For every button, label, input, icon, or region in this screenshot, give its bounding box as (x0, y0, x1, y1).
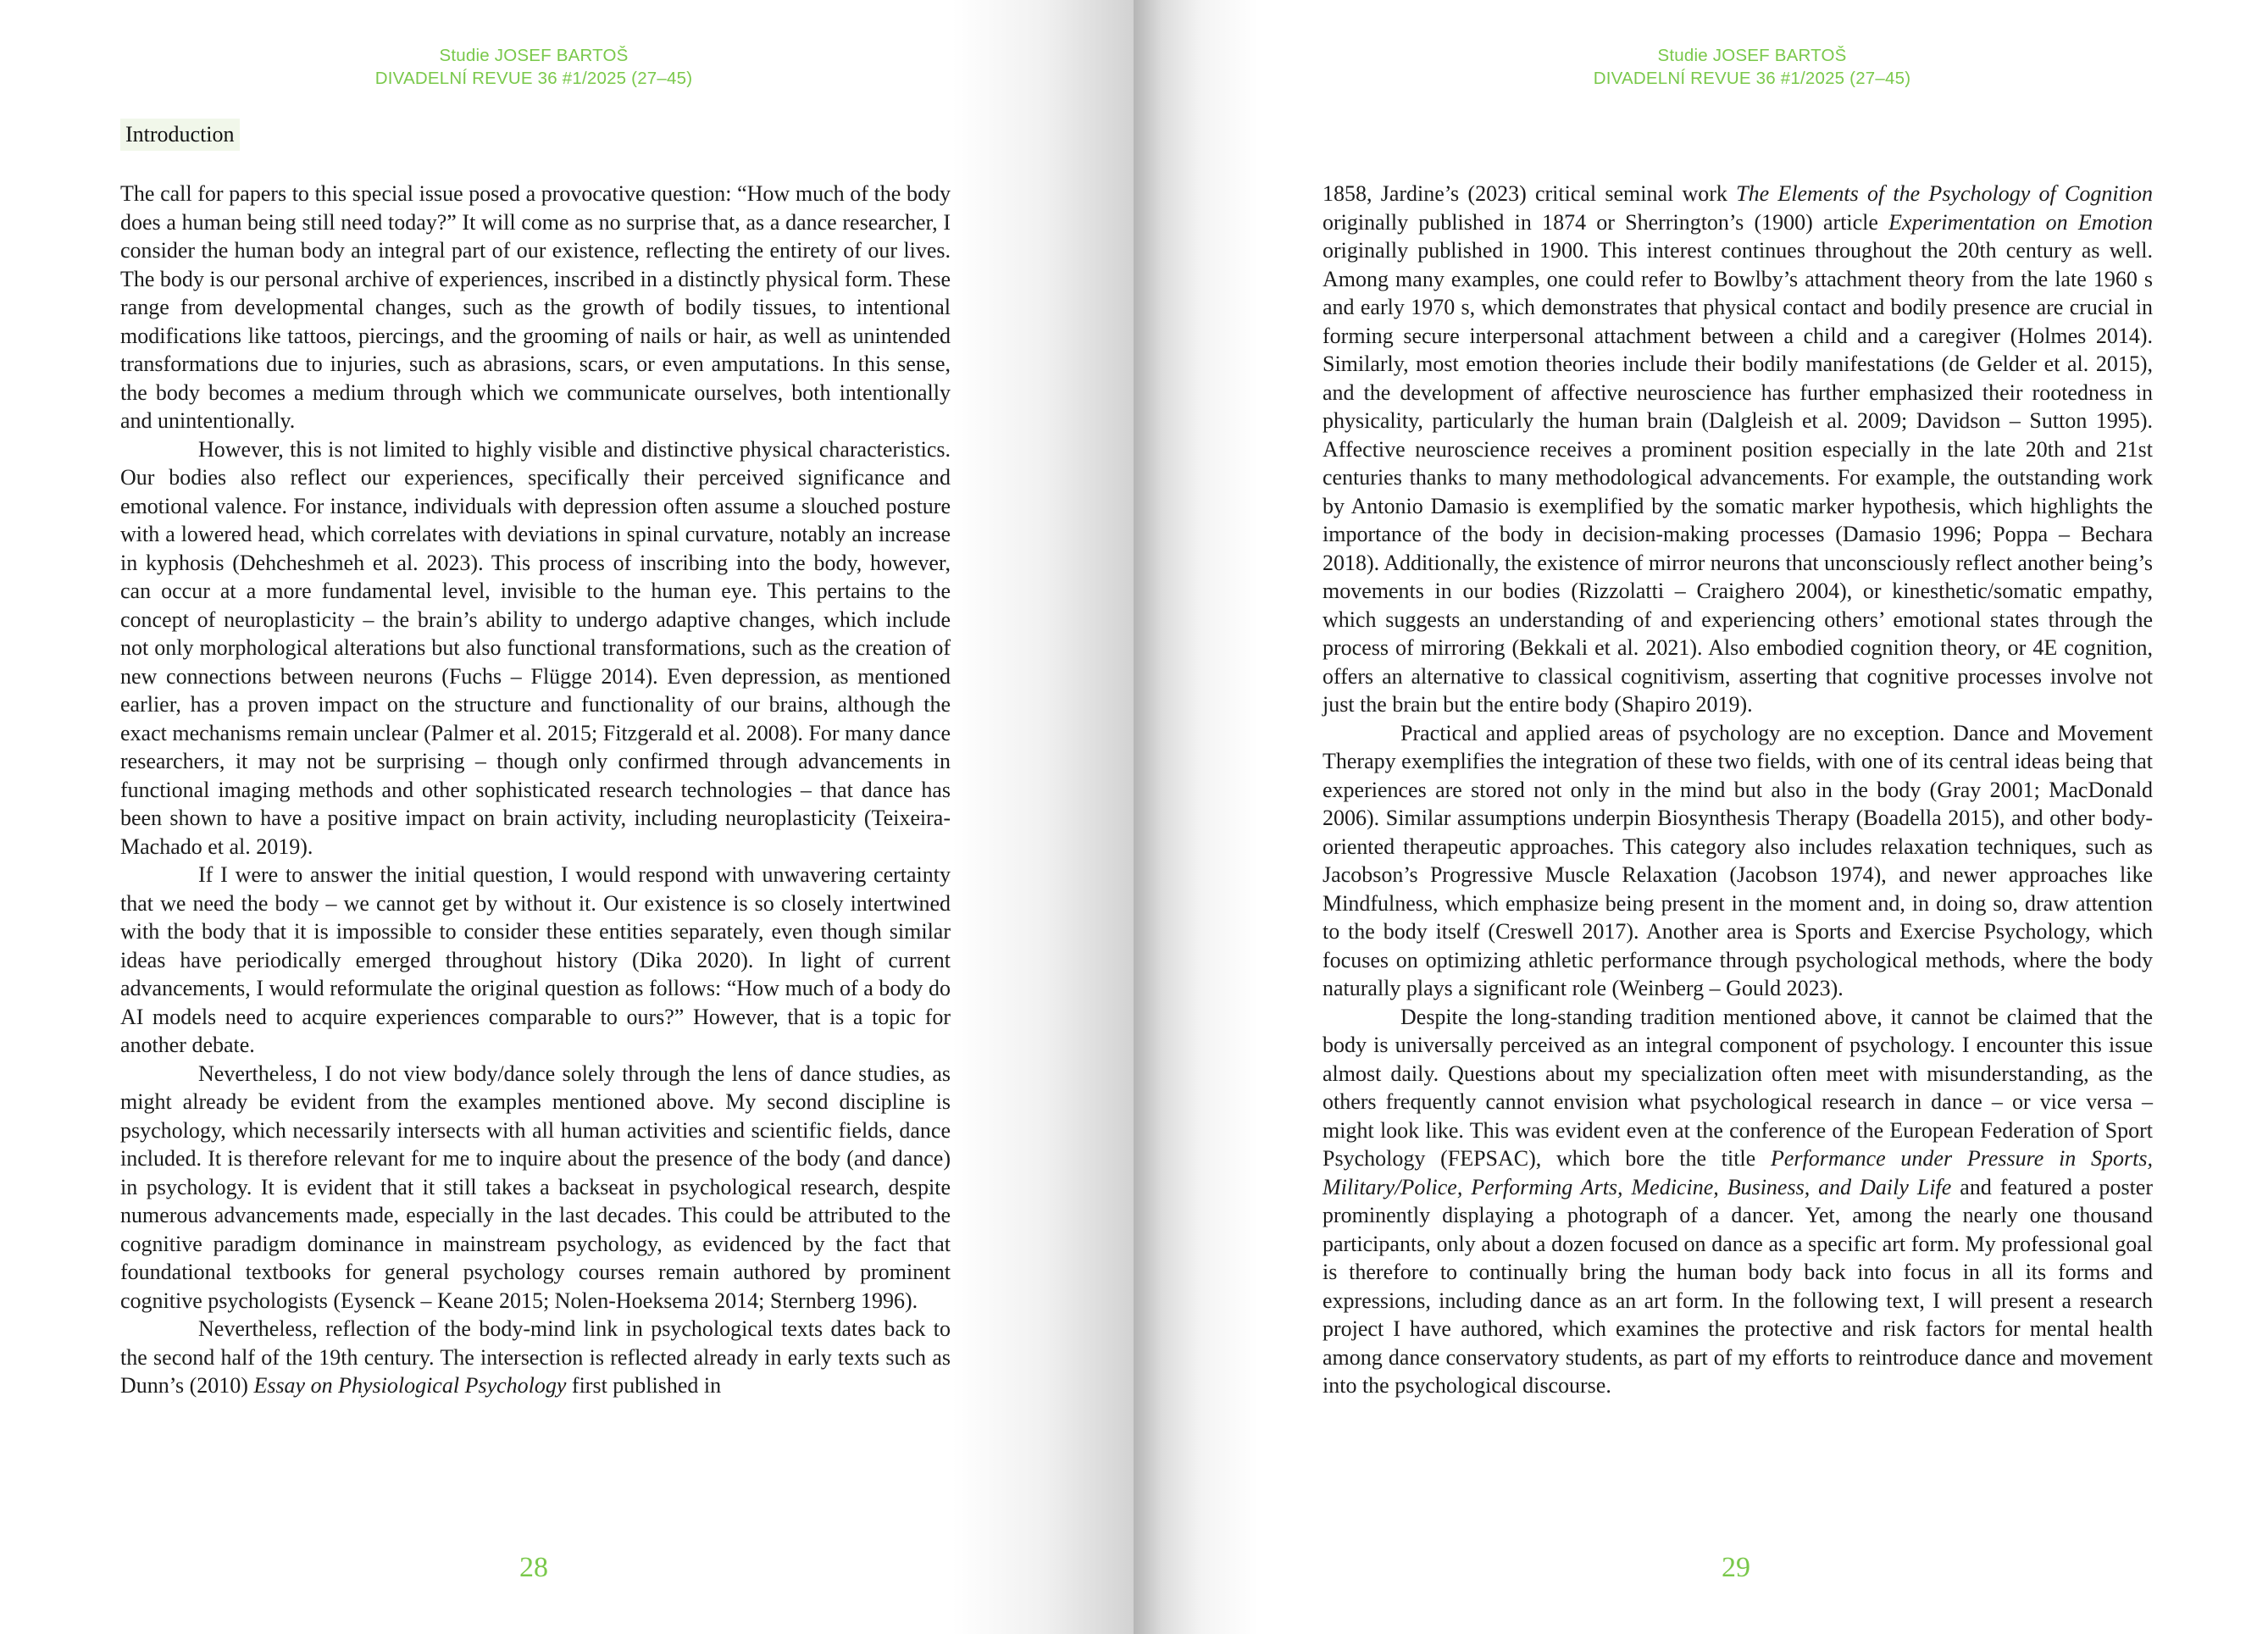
italic-title: Experimentation on Emotion (1888, 209, 2153, 235)
italic-title: Essay on Physiological Psychology (253, 1373, 567, 1398)
page-number-left: 28 (519, 1552, 548, 1583)
section-title: Introduction (120, 119, 240, 151)
text-run: first published in (566, 1373, 722, 1398)
italic-title: Performance under Pressure in Sports, Military/Police, Performing Arts, Medicine, Business, and Daily Life (1323, 1146, 2153, 1199)
paragraph (1323, 1003, 2153, 1400)
paragraph (120, 1315, 951, 1400)
running-head-journal: DIVADELNÍ REVUE 36 #1/2025 (27–45) (374, 69, 693, 88)
italic-title: The Elements of the Psychology of Cognition (1736, 181, 2153, 206)
text-run: originally published in 1900. This interest continues throughout the 20th century as well. Among many examples, one could refer to Bowlby’s attachment theory from the late 1960 s and early 1970 s, which demonstrates that physical contact and bodily presence are crucial in forming secure interpersonal attachment between a child and a caregiver (Holmes 2014). Similarly, most emotion theories include their bodily manifestations (de Gelder et al. 2015), and the development of affective neuroscience has further emphasized their rootedness in physicality, particularly the human brain (Dalgleish et al. 2009; Davidson – Sutton 1995). Affective neuroscience receives a prominent position especially in the late 20th and 21st centuries thanks to many methodological advancements. For example, the outstanding work by Antonio Damasio is exemplified by the somatic marker hypothesis, which highlights the importance of the body in decision-making processes (Damasio 1996; Poppa – Bechara 2018). Additionally, the existence of mirror neurons that unconsciously reflect another being’s movements in our bodies (Rizzolatti – Craighero 2004), or kinesthetic/somatic empathy, which suggests an understanding of and experiencing others’ emotional states through the process of mirroring (Bekkali et al. 2021). Also embodied cognition theory, or 4E cognition, offers an alternative to classical cognitivism, asserting that cognitive processes involve not just the brain but the entire body (Shapiro 2019). (1323, 238, 2153, 717)
running-head-right (1557, 44, 1947, 90)
text-run: Despite the long-standing tradition mentioned above, it cannot be claimed that the body is universally perceived as an integral component of psychology. I encounter this issue almost daily. Questions about my specialization often meet with misunderstanding, as the others frequently cannot envision what psychological research in dance – or vice versa – might look like. This was evident even at the conference of the European Federation of Sport Psychology (FEPSAC), which bore the title (1323, 1004, 2153, 1171)
paragraph: Practical and applied areas of psychology are no exception. Dance and Movement Therapy exemplifies the integration of these two fields, with one of its central ideas being that experiences are stored not only in the mind but also in the body (Gray 2001; MacDonald 2006). Similar assumptions underpin Biosynthesis Therapy (Boadella 2015), and other body-oriented therapeutic approaches. This category also includes relaxation techniques, such as Jacobson’s Progressive Muscle Relaxation (Jacobson 1974), and newer approaches like Mindfulness, which emphasize being present in the moment and, in doing so, draw attention to the body itself (Creswell 2017). Another area is Sports and Exercise Psychology, which focuses on optimizing athletic performance through psychological methods, where the body naturally plays a significant role (Weinberg – Gould 2023). (1323, 720, 2153, 1000)
text-run: originally published in 1874 or Sherrington’s (1900) article (1323, 209, 1889, 235)
running-head-left (339, 44, 729, 90)
page-number-right: 29 (1722, 1552, 1750, 1583)
running-head-author: Studie JOSEF BARTOŠ (1657, 46, 1847, 65)
text-run: and featured a poster prominently displaying a photograph of a dancer. Yet, among the nearly one thousand participants, only about a dozen focused on dance as a specific art form. My professional goal is therefore to continually bring the human body back into focus in all its forms and expressions, including dance as an art form. In the following text, I will present a research project I have authored, which examines the protective and risk factors for mental health among dance conservatory students, as part of my efforts to reintroduce dance and movement into the psychological discourse. (1323, 1174, 2153, 1398)
text-run: Nevertheless, reflection of the body-mind link in psychological texts dates back to the second half of the 19th century. The intersection is reflected already in early texts such as Dunn’s (2010) (120, 1316, 951, 1398)
running-head-journal: DIVADELNÍ REVUE 36 #1/2025 (27–45) (1593, 69, 1911, 88)
left-body-text (120, 180, 951, 1400)
paragraph: However, this is not limited to highly visible and distinctive physical characteristics. Our bodies also reflect our experiences, specifically their perceived significance and emotional valence. For instance, individuals with depression often assume a slouched posture with a lowered head, which correlates with deviations in spinal curvature, notably an increase in kyphosis (Dehcheshmeh et al. 2023). This process of inscribing into the body, however, can occur at a more fundamental level, invisible to the human eye. This pertains to the concept of neuroplasticity – the brain’s ability to undergo adaptive changes, which include not only morphological alterations but also functional transformations, such as the creation of new connections between neurons (Fuchs – Flügge 2014). Even depression, as mentioned earlier, has a proven impact on the structure and functionality of our brains, although the exact mechanisms remain unclear (Palmer et al. 2015; Fitzgerald et al. 2008). For many dance researchers, it may not be surprising – though only confirmed through advancements in functional imaging methods and other sophisticated research technologies – that dance has been shown to have a positive impact on brain activity, including neuroplasticity (Teixeira-Machado et al. 2019). (120, 436, 951, 859)
right-body-text (1323, 180, 2153, 1400)
paragraph (1323, 180, 2153, 719)
text-run: 1858, Jardine’s (2023) critical seminal work (1323, 181, 1737, 206)
paragraph: The call for papers to this special issue posed a provocative question: “How much of the body does a human being still need today?” It will come as no surprise that, as a dance researcher, I consider the human body an integral part of our existence, reflecting the entirety of our lives. The body is our personal archive of experiences, inscribed in a distinctly physical form. These range from developmental changes, such as the growth of bodily tissues, to intentional modifications like tattoos, piercings, and the grooming of nails or hair, as well as unintended transformations due to injuries, such as abrasions, scars, or even amputations. In this sense, the body becomes a medium through which we communicate ourselves, both intentionally and unintentionally. (120, 181, 951, 433)
right-page (1134, 0, 2268, 1634)
paragraph: If I were to answer the initial question, I would respond with unwavering certainty that we need the body – we cannot get by without it. Our existence is so closely intertwined with the body that it is impossible to consider these entities separately, even though similar ideas have periodically emerged throughout history (Dika 2020). In light of current advancements, I would reformulate the original question as follows: “How much of a body do AI models need to acquire experiences comparable to ours?” However, that is a topic for another debate. (120, 862, 951, 1057)
paragraph: Nevertheless, I do not view body/dance solely through the lens of dance studies, as might already be evident from the examples mentioned above. My second discipline is psychology, which necessarily intersects with all human activities and scientific fields, dance included. It is therefore relevant for me to inquire about the presence of the body (and dance) in psychology. It is evident that it still takes a backseat in psychological research, despite numerous advancements made, especially in the last decades. This could be attributed to the cognitive paradigm dominance in mainstream psychology, as evidenced by the fact that foundational textbooks for general psychology courses remain authored by prominent cognitive psychologists (Eysenck – Keane 2015; Nolen-Hoeksema 2014; Sternberg 1996). (120, 1061, 951, 1313)
running-head-author: Studie JOSEF BARTOŠ (439, 46, 629, 65)
